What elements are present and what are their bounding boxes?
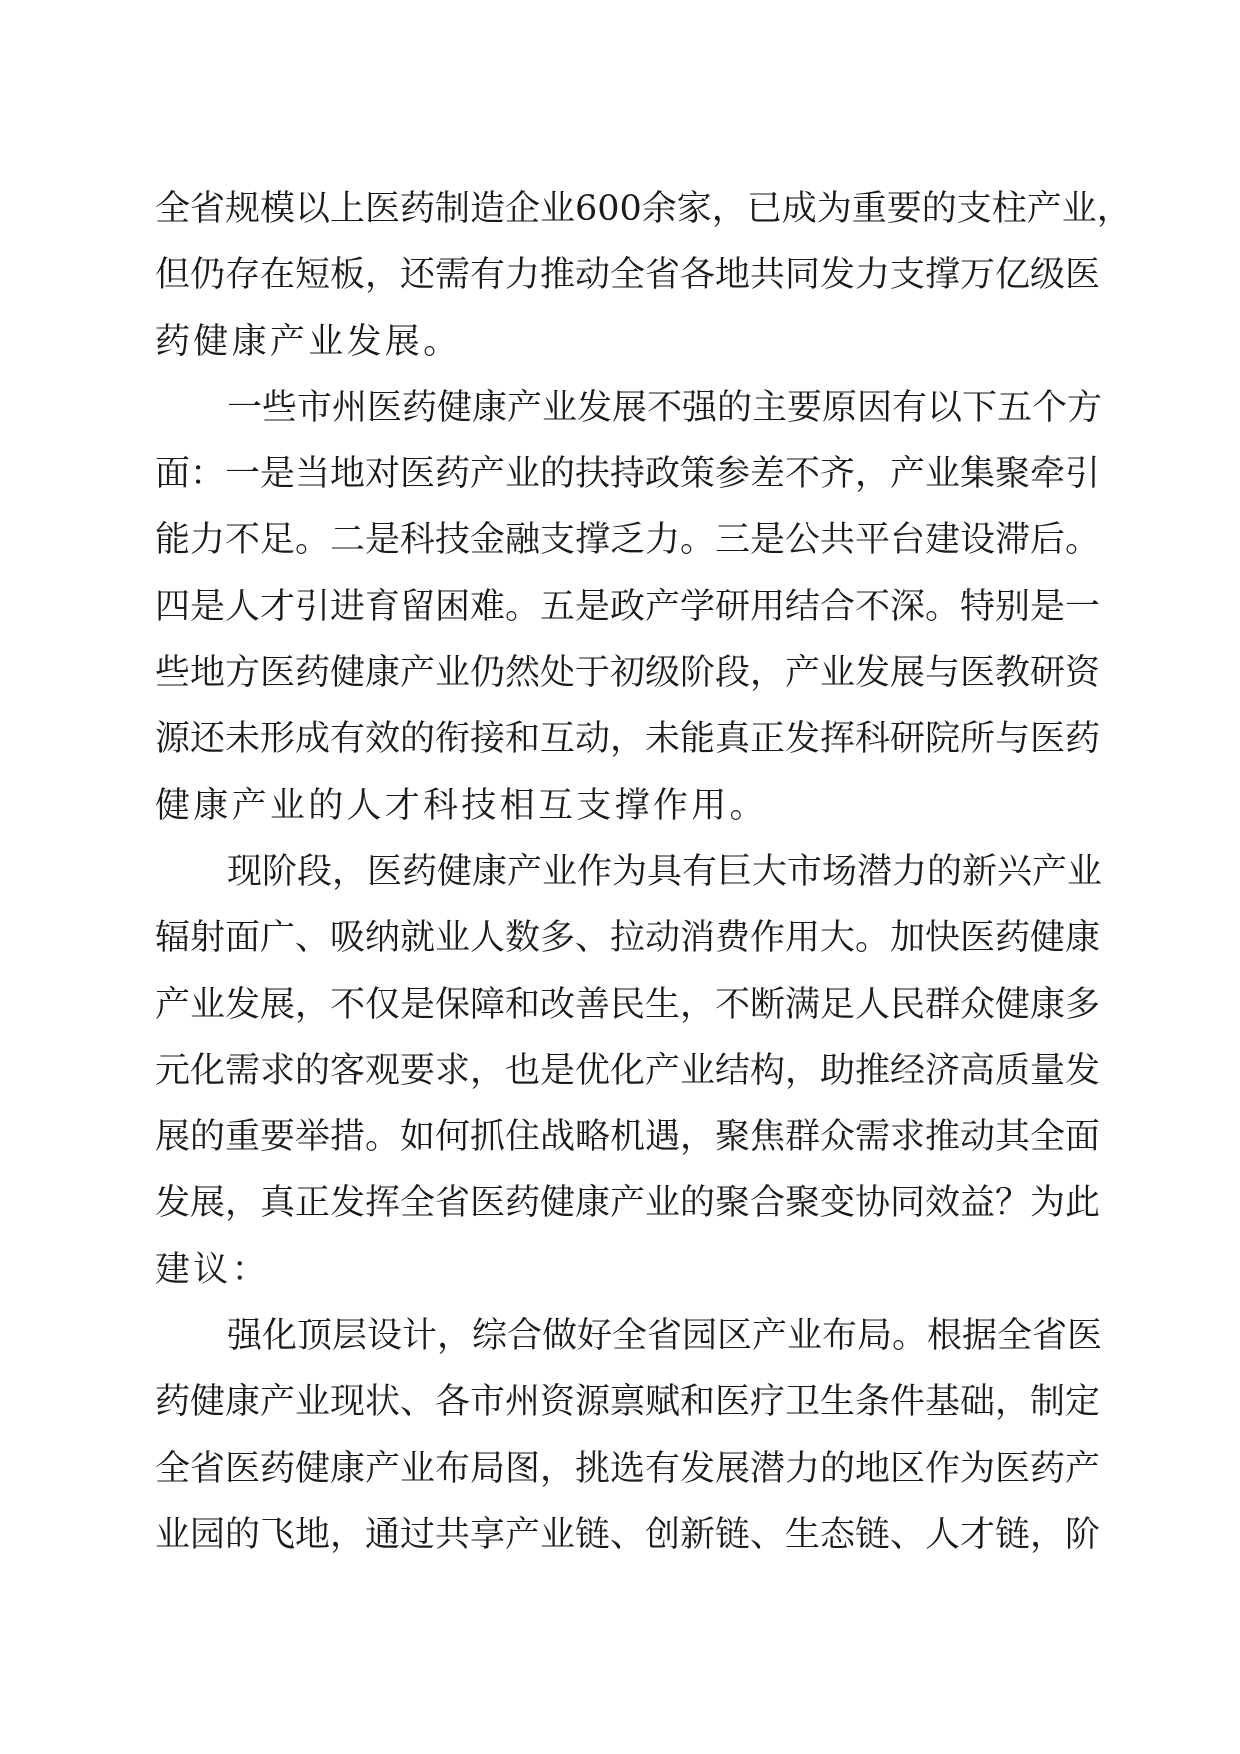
paragraph-p3 xyxy=(155,839,1103,1303)
text-line: 建议： xyxy=(155,1249,270,1290)
text-line: 能力不足。二是科技金融支撑乏力。三是公共平台建设滞后。 xyxy=(155,520,1101,561)
paragraph-p1 xyxy=(155,176,1132,375)
text-line: 全省医药健康产业布局图，挑选有发展潜力的地区作为医药产 xyxy=(155,1448,1101,1489)
text-line: 辐射面广、吸纳就业人数多、拉动消费作用大。加快医药健康 xyxy=(155,918,1101,959)
text-line: 现阶段，医药健康产业作为具有巨大市场潜力的新兴产业 xyxy=(227,851,1103,892)
text-line: 展的重要举措。如何抓住战略机遇，聚焦群众需求推动其全面 xyxy=(155,1117,1101,1158)
text-line: 元化需求的客观要求，也是优化产业结构，助推经济高质量发 xyxy=(155,1050,1101,1091)
text-line: 源还未形成有效的衔接和互动，未能真正发挥科研院所与医药 xyxy=(155,719,1101,760)
text-line: 面：一是当地对医药产业的扶持政策参差不齐，产业集聚牵引 xyxy=(155,454,1101,495)
text-line: 强化顶层设计，综合做好全省园区产业布局。根据全省医 xyxy=(227,1316,1103,1357)
text-line: 健康产业的人才科技相互支撑作用。 xyxy=(155,785,768,826)
text-line: 药健康产业现状、各市州资源禀赋和医疗卫生条件基础，制定 xyxy=(155,1382,1101,1423)
text-line: 产业发展，不仅是保障和改善民生，不断满足人民群众健康多 xyxy=(155,984,1101,1025)
text-line: 全省规模以上医药制造企业600余家，已成为重要的支柱产业， xyxy=(155,189,1132,229)
text-line: 发展，真正发挥全省医药健康产业的聚合聚变协同效益？为此 xyxy=(155,1183,1101,1224)
text-line: 些地方医药健康产业仍然处于初级阶段，产业发展与医教研资 xyxy=(155,653,1101,694)
paragraph-p4 xyxy=(155,1303,1103,1568)
text-line: 业园的飞地，通过共享产业链、创新链、生态链、人才链，阶 xyxy=(155,1514,1101,1555)
text-line: 四是人才引进育留困难。五是政产学研用结合不深。特别是一 xyxy=(155,586,1101,627)
paragraph-p2 xyxy=(155,375,1103,839)
text-line: 但仍存在短板，还需有力推动全省各地共同发力支撑万亿级医 xyxy=(155,255,1101,296)
text-line: 一些市州医药健康产业发展不强的主要原因有以下五个方 xyxy=(227,387,1103,428)
body-text xyxy=(155,176,1132,1568)
text-line: 药健康产业发展。 xyxy=(155,321,462,362)
